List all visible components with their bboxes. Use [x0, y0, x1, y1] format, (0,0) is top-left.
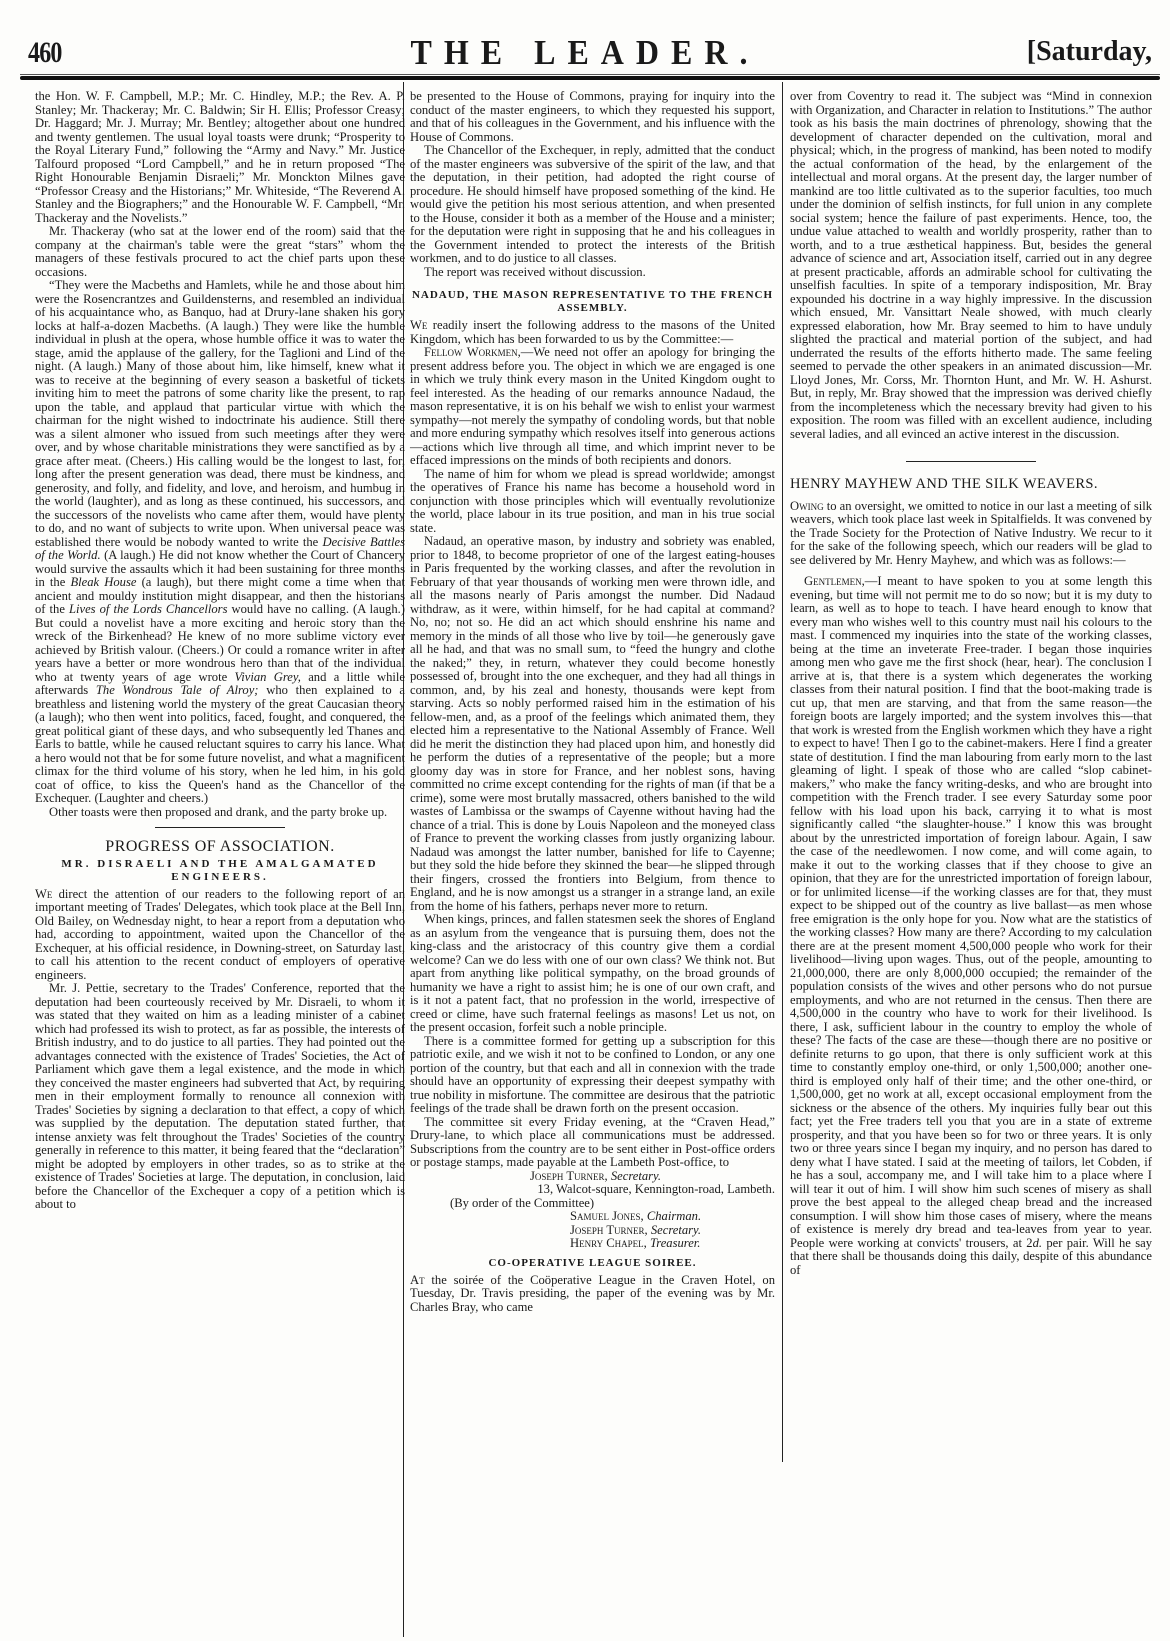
section-separator [906, 461, 1036, 462]
paragraph: When kings, princes, and fallen statesmen seek the shores of England as an asylum from the vengeance that is pursuing them, does not the king-class and the aristocracy of this country give them a cordial welcome? Can we do less with one of our own class? We think not. But apart from anything like political sympathy, on the broad grounds of humanity we have a right to assist him; he is one of our own craft, and is it not a patent fact, that no profession in the world, irrespective of creed or clime, have such fraternal feelings as masons! Let us not, on the present occasion, forfeit such a noble principle. [410, 912, 775, 1034]
paragraph: Gentlemen,—I meant to have spoken to you at some length this evening, but time will not permit me to do so now; but it is my duty to learn, as well as to hope to teach. I have heard enough to know that every man who wishes well to this country must nail his colours to the mast. I commenced my inquiries into the state of the working classes, being at the time an inveterate Free-trader. I began those inquiries among men who gave me the first shock (hear, hear). The conclusion I arrive at is, that there is a system which degenerates the working classes from their natural position. I find that the boot-making trade is cut up, that men are starving, and that from the same reason—the foreign boots are largely imported; and the system involves this—that that work is wrested from the English workmen which they have a right to expect to have! Then I go to the cabinet-makers. Here I find a greater state of destitution. I find the man labouring from early morn to the last gleaming of light. I speak of those who are called “slop cabinet-makers,” who make the fancy writing-desks, and who are brought into competition with the French trader. I see every Saturday some poor fellow with his load upon his back, carrying it to what is most significantly called “the slaughter-house.” I know this was brought about by the unrestricted importation of foreign labour. Again, I saw the case of the needlewomen. I now come, and will come again, to make it out to the working classes that if they choose to give an opinion, that they are for the unrestricted importation of foreign labour, or for unlimited license—if the working classes are for that, they must expect to be shipped out of the country as live ballast—as men whose free emigration is the only hope for you. Now what are the statistics of the working classes? How many are there? According to my calculation there are at the present moment 4,500,000 people who work for their livelihood—living upon wages. Thus, out of the people, amounting to 21,000,000, there are only 8,000,000 occupied; the remainder of the population consists of the wives and other persons who do not pursue employments, and who are not returned in the census. Then there are 4,500,000 in the country who have to work for their livelihood. Is there, I ask, sufficient labour in the country to employ the whole of these? The facts of the case are these—though there are no positive or definite returns to go upon, that there is only sufficient work at this time to constantly employ one-third, or only 1,500,000; another one-third is employed only half of their time; and the other one-third, or 1,500,000, get no work at all, except occasional employment from the sickness or the absence of the others. My inquiries fully bear out this fact; yet the Free traders tell you that you are in a state of extreme prosperity, and that you have been so for two or three years. It is only two or three years since I began my inquiry, and no person has dared to deny what I have stated. I said at the meeting of tailors, let Cobden, if he has a soul, accompany me, and I will take him to a place where I will tear it out of him. I will show him such scenes of misery as shall prove the best appeal to the alleged cheap bread and the increased consumption. I will show him those cases of misery, where the means of existence is merely dry bread and tea-leaves from year to year. People were working at convicts' trousers, at 2d. per pair. Will he say that there shall be thousands doing this daily, despite of this abundance of [790, 574, 1152, 1277]
signature: Samuel Jones, Chairman. [570, 1209, 702, 1223]
signature: Henry Chapel, Treasurer. [570, 1236, 701, 1250]
paragraph: The report was received without discussion. [424, 264, 646, 279]
paragraph: over from Coventry to read it. The subject was “Mind in connexion with Organization, and Character in relation to Institutions.” The author took as his basis the main doctrines of phrenology, showing that the development of character depended on the cultivation, moral and physical; which, in the progress of mankind, has been noted to modify the actual conformation of the head, by the enlargement of the intellectual and moral organs. At the present day, the larger number of mankind are too little cultivated as to the superior faculties, too much under the dominion of selfish instincts, for full union in any complete social system; hence the failure of past experiments. Hence, too, the undue value attached to wealth and worldly prosperity, rather than to worth, and to a true æsthetical happiness. But, besides the general advance of science and art, Association itself, carried out in any degree at present practicable, affords an admirable school for cultivating the unselfish faculties. In spite of a temporary indisposition, Mr. Bray expounded his doctrine in a way highly impressive. In the discussion which ensued, Mr. Vansittart Neale showed, with much clearly expressed elaboration, how Mr. Bray seemed to him to have unduly slighted the practical and material portion of the subject, and had underrated the results of the efforts hitherto made. The same feeling seemed to pervade the other speakers in an animated discussion—Mr. Lloyd Jones, Mr. Corss, Mr. Thornton Hunt, and Mr. W. H. Ashurst. But, in reply, Mr. Bray showed that the impression was derived chiefly from the incompleteness which the necessary brevity had given to his exposition. The room was filled with an excellent audience, including several ladies, and all evinced an active interest in the discussion. [790, 89, 1152, 441]
paragraph: Mr. Thackeray (who sat at the lower end of the room) said that the company at the chairman's table were the great “stars” whom the managers of these festivals procured to act the chief parts upon these occasions. [35, 224, 405, 279]
paragraph: Other toasts were then proposed and drank, and the party broke up. [49, 804, 388, 819]
issue-day: [Saturday, [1026, 36, 1152, 67]
column-1 [35, 90, 405, 1212]
paragraph: There is a committee formed for getting up a subscription for this patriotic exile, and we wish it not to be confined to London, or any one portion of the country, but that each and all in connexion with the trade should have an opportunity of expressing their deepest sympathy with true nobility in misfortune. The committee are desirous that the patriotic feelings of the trade shall be drawn forth on the present occasion. [410, 1033, 775, 1115]
signature: Joseph Turner, Secretary. [530, 1168, 662, 1183]
page-number: 460 [28, 36, 62, 69]
masthead [0, 0, 1170, 80]
article-heading: CO-OPERATIVE LEAGUE SOIREE. [488, 1256, 697, 1269]
paragraph: The name of him for whom we plead is spread worldwide; amongst the operatives of France his name has become a household word in conjunction with those principles which will eventually revolutionize the world, place labour in its true position, and man in his true social state. [410, 466, 775, 535]
committee-note: (By order of the Committee) [450, 1195, 595, 1210]
masthead-rule-thin [20, 74, 1160, 75]
signature: Joseph Turner, Secretary. [570, 1222, 702, 1237]
section-heading: PROGRESS OF ASSOCIATION. [105, 838, 335, 855]
article-subheading: MR. DISRAELI AND THE AMALGAMATED ENGINEERS. [61, 857, 379, 883]
paragraph: The Chancellor of the Exchequer, in reply, admitted that the conduct of the master engineers was subversive of the spirit of the law, and that the deputation, in their petition, had adopted the right course of procedure. He should himself have proposed something of the kind. He would give the petition his most serious attention, and when presented to the House, consider it both as a member of the House and a minister; for the deputation were right in supposing that he and his colleagues in the Government intended to protect the interests of the British workmen, and to do justice to all classes. [410, 143, 775, 265]
column-2 [410, 90, 775, 1314]
paragraph: The committee sit every Friday evening, at the “Craven Head,” Drury-lane, to which place all communications must be addressed. Subscriptions from the country are to be sent either in Post-office orders or postage stamps, made payable at the Lambeth Post-office, to [410, 1114, 775, 1169]
paragraph: Nadaud, an operative mason, by industry and sobriety was enabled, prior to 1848, to become proprietor of one of the largest eating-houses in Paris frequented by the working classes, and after the revolution in February of that year thousands of working men were thrown idle, and all the masons nearly of Paris amongst the number. Did Nadaud withdraw, as it were, within himself, for he had capital at command? No, no; not so. He did an act which should enshrine his name and memory in the minds of all those who live by toil—he generously gave all he had, and that was no small sum, to “feed the hungry and clothe the naked;” they, in return, whatever they could become honestly possessed of, brought into the one exchequer, and they had all things in common, and, by his zeal and honesty, thousands were kept from starving. Acts so nobly performed raised him in the estimation of his fellow-men, and, as a proof of the feelings which animated them, they elected him a representative to the National Assembly of France. Well did he merit the distinction they had placed upon him, and honestly did he perform the duties of a representative of the people; but a more gloomy day was in store for France, and her noblest sons, having committed no crime except contending for the rights of man (if that be a crime), some were most brutally massacred, others banished to the wild wastes of Lambissa or the swamps of Cayenne without having had the chance of a trial. This is done by Louis Napoleon and the moneyed class of France to prevent the working classes from justly organizing labour. Nadaud was amongst the latter number, banished for life to Cayenne; but they sold the hide before they skinned the bear—he slipped through their fingers, crossed the frontiers into Belgium, from thence to England, and he is now amongst us a stranger in a strange land, an exile from the home of his fathers, perhaps never more to return. [410, 534, 775, 913]
column-3 [790, 90, 1152, 1277]
paragraph: the Hon. W. F. Campbell, M.P.; Mr. C. Hindley, M.P.; the Rev. A. P. Stanley; Mr. Thackeray; Mr. C. Baldwin; Sir H. Ellis; Professor Creasy; Dr. Haggard; Mr. J. Murray; Mr. Bentley; altogether about one hundred and twenty gentlemen. The usual loyal toasts were drunk; “Prosperity to the Royal Literary Fund,” following the “Army and Navy.” Mr. Justice Talfourd proposed “Lord Campbell,” and he in return proposed “The Right Honourable Benjamin Disraeli;” Mr. Monckton Milnes gave “Professor Creasy and the Historians;” Mr. Whiteside, “The Reverend A. Stanley and the Biographers;” and the Honourable W. F. Campbell, “Mr. Thackeray and the Novelists.” [35, 89, 405, 225]
paragraph: “They were the Macbeths and Hamlets, while he and those about him were the Rosencrantzes and Guildensterns, and resembled an individual of his acquaintance who, as Banquo, had at Drury-lane shaken his gory locks at half-a-dozen Macbeths. (A laugh.) They were like the humble individual in plush at the opera, whose humble office it was to water the stage, amid the applause of the gallery, for the Taglioni and Lind of the night. (A laugh.) Many of those about him, like himself, knew what it was to receive at the beginning of every season a basketful of tickets inviting him to meet the patrons of some charity like the present, to rap upon the table, and applaud that particular virtue with which the chairman for the night wished to indoctrinate his audience. Still there was a silent almoner who issued from such meetings after they were over, and by whose charitable ministrations they were sanctified as by a grace after meat. (Cheers.) His calling would be the longest to last, for, long after the present generation was dead, there must be kindness, and generosity, and folly, and fidelity, and love, and heroism, and humbug in the world (laughter), and as long as these continued, his successors, and the successors of the novelists who came after them, would have plenty to do, and no want of subjects to write upon. When universal peace was established there would be nobody wanted to write the Decisive Battles of the World. (A laugh.) He did not know whether the Court of Chancery would survive the assaults which it had been sustaining for three months in the Bleak House (a laugh), but there might come a time when that ancient and mouldy institution might disappear, and then the historians of the Lives of the Lords Chancellors would have no calling. (A laugh.) But could a novelist have a more exciting and heroic story than the wreck of the Birkenhead? He knew of no more sublime victory ever achieved by British valour. (Cheers.) Or could a romance writer in after years have a better or more wondrous hero than that of the individual who at twenty years of age wrote Vivian Grey, and a little while afterwards The Wondrous Tale of Alroy; who then explained to a breathless and listening world the mystery of the great Caucasian theory (a laugh); who then went into politics, faced, fought, and conquered, the great political giant of these days, and who subsequently led Thanes and Earls to battle, while he caused reluctant squires to carry his lance. What a hero would not that be for some future novelist, and what a magnificent climax for the third volume of his story, when he led him, in his gold coat of office, to kiss the Queen's hand as the Chancellor of the Exchequer. (Laughter and cheers.) [35, 278, 406, 805]
masthead-rule [20, 76, 1160, 80]
newspaper-title: THE LEADER. [410, 32, 760, 72]
paragraph: Fellow Workmen,—We need not offer an apology for bringing the present address before you. The object in which we are engaged is one in which we truly think every mason in the United Kingdom ought to feel interested. As the heading of our remarks announce Nadaud, the mason representative, it is on his behalf we wish to enlist your warmest sympathy—not merely the sympathy of condoling words, but that noble and more enduring sympathy which resolves itself into generous actions—actions which live through all time, and which imprint never to be effaced impressions on the minds of both recipients and donors. [410, 345, 775, 467]
column-divider-2 [782, 82, 783, 1462]
paragraph: be presented to the House of Commons, praying for inquiry into the conduct of the master engineers, to which they requested his support, and that of his colleagues in the Government, and his influence with the House of Commons. [410, 89, 775, 144]
paragraph: Owing to an oversight, we omitted to notice in our last a meeting of silk weavers, which took place last week in Spitalfields. It was convened by the Trade Society for the Protection of Native Industry. We recur to it for the sake of the following speech, which our readers will be glad to see delivered by Mr. Henry Mayhew, and which was as follows:— [790, 498, 1153, 567]
address: 13, Walcot-square, Kennington-road, Lambeth. [537, 1182, 775, 1196]
section-heading: HENRY MAYHEW AND THE SILK WEAVERS. [790, 476, 1098, 492]
section-separator [155, 827, 285, 828]
paragraph: We direct the attention of our readers to the following report of an important meeting of Trades' Delegates, which took place at the Bell Inn, Old Bailey, on Wednesday night, to hear a report from a deputation who had, according to appointment, waited upon the Chancellor of the Exchequer, at his official residence, in Downing-street, on Saturday last, to call his attention to the recent conduct of employers of operative engineers. [35, 886, 405, 982]
paragraph: We readily insert the following address to the masons of the United Kingdom, which has been forwarded to us by the Committee:— [410, 318, 775, 346]
paragraph: Mr. J. Pettie, secretary to the Trades' Conference, reported that the deputation had been courteously received by Mr. Disraeli, to whom it was stated that they waited on him as a leading minister of a cabinet which had professed its wish to protect, as far as possible, the interests of British industry, and to do justice to all parties. They had pointed out the advantages connected with the existence of Trades' Societies, the Act of Parliament which gave them a legal existence, and the mode in which they conceived the master engineers had subverted that Act, by requiring men in their employment formally to renounce all connexion with Trades' Societies by signing a declaration to that effect, a copy of which was supplied by the deputation. The deputation stated further, that intense anxiety was felt throughout the Trades' Societies of the country generally in reference to this matter, it being feared that the “declaration” might be adopted by employers in other trades, so as to strike at the existence of Trades' Societies at large. The deputation, in conclusion, laid before the Chancellor of the Exchequer a copy of a petition which is about to [35, 981, 405, 1211]
paragraph: At the soirée of the Coöperative League in the Craven Hotel, on Tuesday, Dr. Travis presiding, the paper of the evening was by Mr. Charles Bray, who came [410, 1272, 775, 1314]
article-heading: NADAUD, THE MASON REPRESENTATIVE TO THE FRENCH ASSEMBLY. [411, 289, 774, 314]
